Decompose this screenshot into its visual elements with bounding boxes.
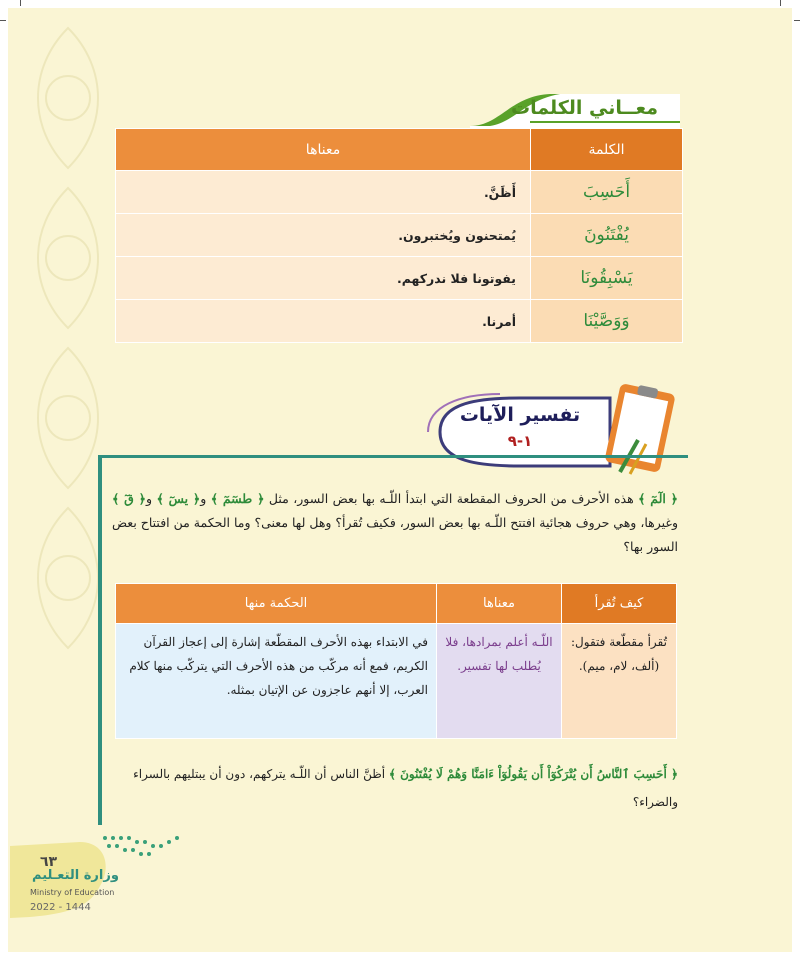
letters-col-wisdom: الحكمة منها — [116, 584, 437, 624]
vocab-title: معــاني الكلمات — [511, 97, 658, 119]
table-row — [116, 257, 683, 300]
letters-how: تُقرأ مقطّعة فتقول: (ألف، لام، ميم). — [562, 624, 677, 739]
vocab-word: يُفْتَنُونَ — [531, 214, 683, 257]
table-row — [116, 624, 677, 739]
crop-mark — [794, 20, 800, 21]
letters-col-how: كيف تُقرأ — [562, 584, 677, 624]
crop-mark — [20, 0, 21, 6]
vocab-col-meaning: معناها — [116, 129, 531, 171]
edition-year: 2022 - 1444 — [30, 902, 91, 913]
vocab-meaning: أَظَنَّ. — [116, 171, 531, 214]
crop-mark — [0, 20, 6, 21]
page-number: ٦٣ — [40, 854, 58, 870]
vocab-meaning: يفوتونا فلا ندركهم. — [116, 257, 531, 300]
vision-logo-dots — [95, 832, 185, 862]
vocab-section-header — [470, 92, 680, 128]
table-row — [116, 214, 683, 257]
vocab-table — [115, 128, 683, 343]
final-text: أظنَّ الناس أن اللّـه يتركهم، دون أن يبتليهم بالسراء والضراء؟ — [133, 767, 678, 809]
intro-text: و — [146, 491, 157, 506]
vocab-header-row — [116, 129, 683, 171]
quran-quote: ﴿ يسٓ ﴾ — [156, 491, 201, 506]
letters-col-meaning: معناها — [437, 584, 562, 624]
vocab-word: وَوَصَّيْنَا — [531, 300, 683, 343]
quran-quote: ﴿ الٓمٓ ﴾ — [638, 491, 679, 506]
ministry-name-ar: وزارة التعـليم — [32, 868, 119, 883]
intro-text: هذه الأحرف من الحروف المقطعة التي ابتدأ اللّـه بها بعض السور، مثل — [264, 491, 639, 506]
tafsir-intro — [112, 487, 678, 559]
table-row — [116, 300, 683, 343]
vocab-word: أَحَسِبَ — [531, 171, 683, 214]
quran-quote: ﴿ أَحَسِبَ ٱلنَّاسُ أَن يُتْرَكُوٓاْ أَن يَقُولُوٓاْ ءَامَنَّا وَهُمْ لَا يُفْتَنُونَ ﴾ — [388, 767, 678, 781]
tafsir-range: ١-٩ — [507, 432, 533, 450]
quran-quote: ﴿ قٓ ﴾ — [112, 491, 146, 506]
intro-text: وغيرها، وهي حروف هجائية افتتح اللّـه بها بعض السور، فكيف تُقرأ؟ وهل لها معنى؟ وما الحكمة من افتتاح بعض السور بها؟ — [111, 515, 678, 554]
quran-quote: ﴿ طسٓمٓ ﴾ — [210, 491, 265, 506]
intro-text: و — [200, 491, 211, 506]
table-row — [116, 171, 683, 214]
letters-meaning: اللّـه أعلم بمرادها، فلا يُطلب لها تفسير. — [437, 624, 562, 739]
vocab-meaning: أمرنا. — [116, 300, 531, 343]
ministry-name-en: Ministry of Education — [30, 888, 115, 897]
letters-wisdom: في الابتداء بهذه الأحرف المقطّعة إشارة إلى إعجاز القرآن الكريم، فمع أنه مركّب من هذه الأحرف التي يتركّب منها كلام العرب، إلا أنهم عاجزون عن الإتيان بمثله. — [116, 624, 437, 739]
vocab-word: يَسْبِقُونَا — [531, 257, 683, 300]
letters-header-row — [116, 584, 677, 624]
crop-mark — [780, 0, 781, 6]
vocab-meaning: يُمتحنون ويُختبرون. — [116, 214, 531, 257]
tafsir-title: تفسير الآيات — [459, 404, 581, 426]
letters-table — [115, 583, 677, 739]
vocab-col-word: الكلمة — [531, 129, 683, 171]
tafsir-final — [112, 760, 678, 816]
